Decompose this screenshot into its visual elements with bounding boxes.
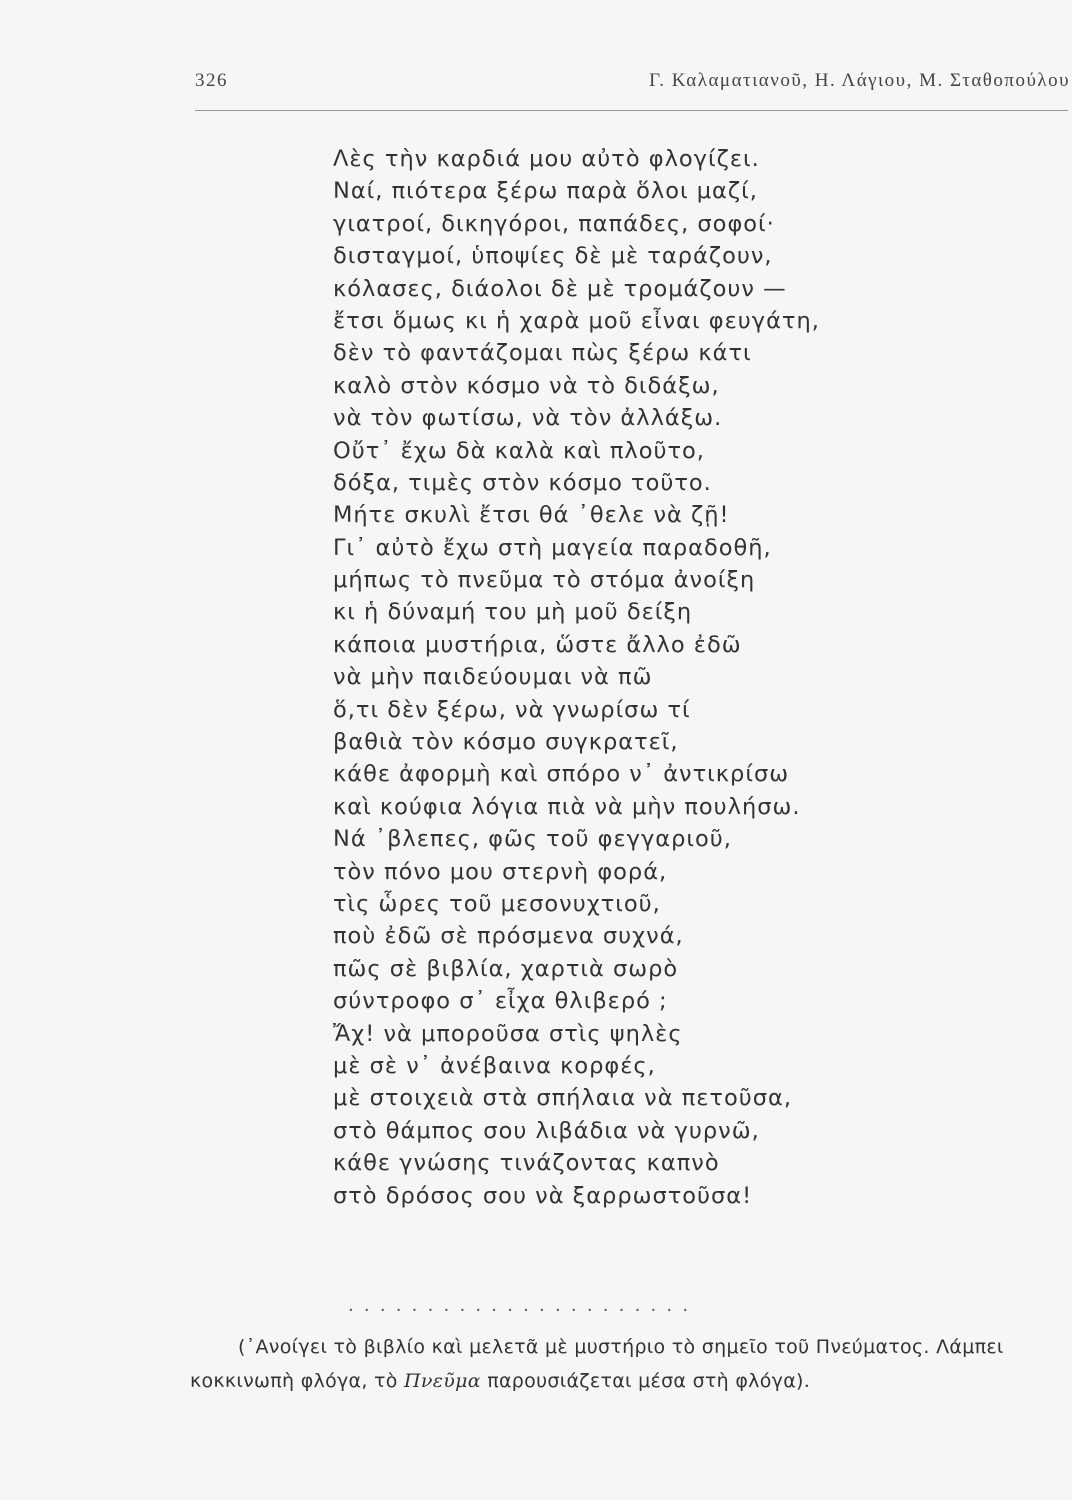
poem-line: μὲ σὲ ν᾽ ἀνέβαινα κορφές, xyxy=(333,1052,656,1079)
poem-line: Ἄχ! νὰ μποροῦσα στὶς ψηλὲς xyxy=(333,1020,683,1047)
poem-line: τὸν πόνο μου στερνὴ φορά, xyxy=(333,858,668,885)
stage-direction-line-2 xyxy=(190,1364,1070,1398)
poem-line: νὰ τὸν φωτίσω, νὰ τὸν ἀλλάξω. xyxy=(333,405,723,432)
poem-line: στὸ δρόσος σου νὰ ξαρρωστοῦσα! xyxy=(333,1182,753,1209)
page-header xyxy=(195,70,1070,106)
running-head: Γ. Καλαματιανοῦ, Η. Λάγιου, Μ. Σταθοπούλου xyxy=(649,70,1070,91)
poem-line: γιατροί, δικηγόροι, παπάδες, σοφοί· xyxy=(333,210,775,237)
poem-line: κάποια μυστήρια, ὥστε ἄλλο ἐδῶ xyxy=(333,631,742,658)
poem-line: ἔτσι ὅμως κι ἡ χαρὰ μοῦ εἶναι φευγάτη, xyxy=(333,307,820,334)
poem-line: Οὔτ᾽ ἔχω δὰ καλὰ καὶ πλοῦτο, xyxy=(333,437,705,464)
poem-line: πῶς σὲ βιβλία, χαρτιὰ σωρὸ xyxy=(333,955,679,982)
poem-line: κόλασες, διάολοι δὲ μὲ τρομάζουν — xyxy=(333,275,787,302)
poem-line: μὲ στοιχειὰ στὰ σπήλαια νὰ πετοῦσα, xyxy=(333,1085,793,1112)
header-rule xyxy=(195,110,1068,111)
poem-line: κι ἡ δύναμή του μὴ μοῦ δείξη xyxy=(333,599,693,626)
poem-line: καλὸ στὸν κόσμο νὰ τὸ διδάξω, xyxy=(333,372,720,399)
poem-line: τὶς ὧρες τοῦ μεσονυχτιοῦ, xyxy=(333,890,661,917)
poem-line: δόξα, τιμὲς στὸν κόσμο τοῦτο. xyxy=(333,469,712,496)
poem-line: στὸ θάμπος σου λιβάδια νὰ γυρνῶ, xyxy=(333,1117,760,1144)
poem-line: μήπως τὸ πνεῦμα τὸ στόμα ἀνοίξη xyxy=(333,567,756,594)
page-number: 326 xyxy=(195,70,228,91)
poem-line: Μήτε σκυλὶ ἔτσι θά ᾽θελε νὰ ζῇ! xyxy=(333,502,730,529)
ellipsis-dots: ...................... xyxy=(348,1295,699,1316)
poem-line: Ναί, πιότερα ξέρω παρὰ ὅλοι μαζί, xyxy=(333,178,758,205)
poem-line: καὶ κούφια λόγια πιὰ νὰ μὴν πουλήσω. xyxy=(333,793,801,820)
poem-text xyxy=(333,143,1033,1212)
stage-direction xyxy=(190,1330,1070,1398)
poem-line: Γι᾽ αὐτὸ ἔχω στὴ μαγεία παραδοθῆ, xyxy=(333,534,772,561)
poem-line: κάθε ἀφορμὴ καὶ σπόρο ν᾽ ἀντικρίσω xyxy=(333,761,790,788)
poem-line: Νά ᾽βλεπες, φῶς τοῦ φεγγαριοῦ, xyxy=(333,826,732,853)
poem-line: ὅ,τι δὲν ξέρω, νὰ γνωρίσω τί xyxy=(333,696,691,723)
poem-line: Λὲς τὴν καρδιά μου αὐτὸ φλογίζει. xyxy=(333,146,760,172)
poem-line: ποὺ ἐδῶ σὲ πρόσμενα συχνά, xyxy=(333,923,684,950)
poem-line: βαθιὰ τὸν κόσμο συγκρατεῖ, xyxy=(333,729,679,756)
poem-line: νὰ μὴν παιδεύουμαι νὰ πῶ xyxy=(333,664,653,691)
poem-line: δὲν τὸ φαντάζομαι πὼς ξέρω κάτι xyxy=(333,340,752,367)
poem-line: κάθε γνώσης τινάζοντας καπνὸ xyxy=(333,1150,720,1177)
spirit-italic: Πνεῦμα xyxy=(404,1370,481,1392)
poem-line: σύντροφο σ᾽ εἶχα θλιβερό ; xyxy=(333,988,668,1015)
stage-direction-text: παρουσιάζεται μέσα στὴ φλόγα). xyxy=(480,1370,811,1392)
poem-line: δισταγμοί, ὑποψίες δὲ μὲ ταράζουν, xyxy=(333,243,773,270)
stage-direction-text: κοκκινωπὴ φλόγα, τὸ xyxy=(190,1370,405,1392)
stage-direction-line-1: (᾽Ανοίγει τὸ βιβλίο καὶ μελετᾶ μὲ μυστήριο τὸ σημεῖο τοῦ Πνεύματος. Λάμπει xyxy=(238,1336,1004,1358)
